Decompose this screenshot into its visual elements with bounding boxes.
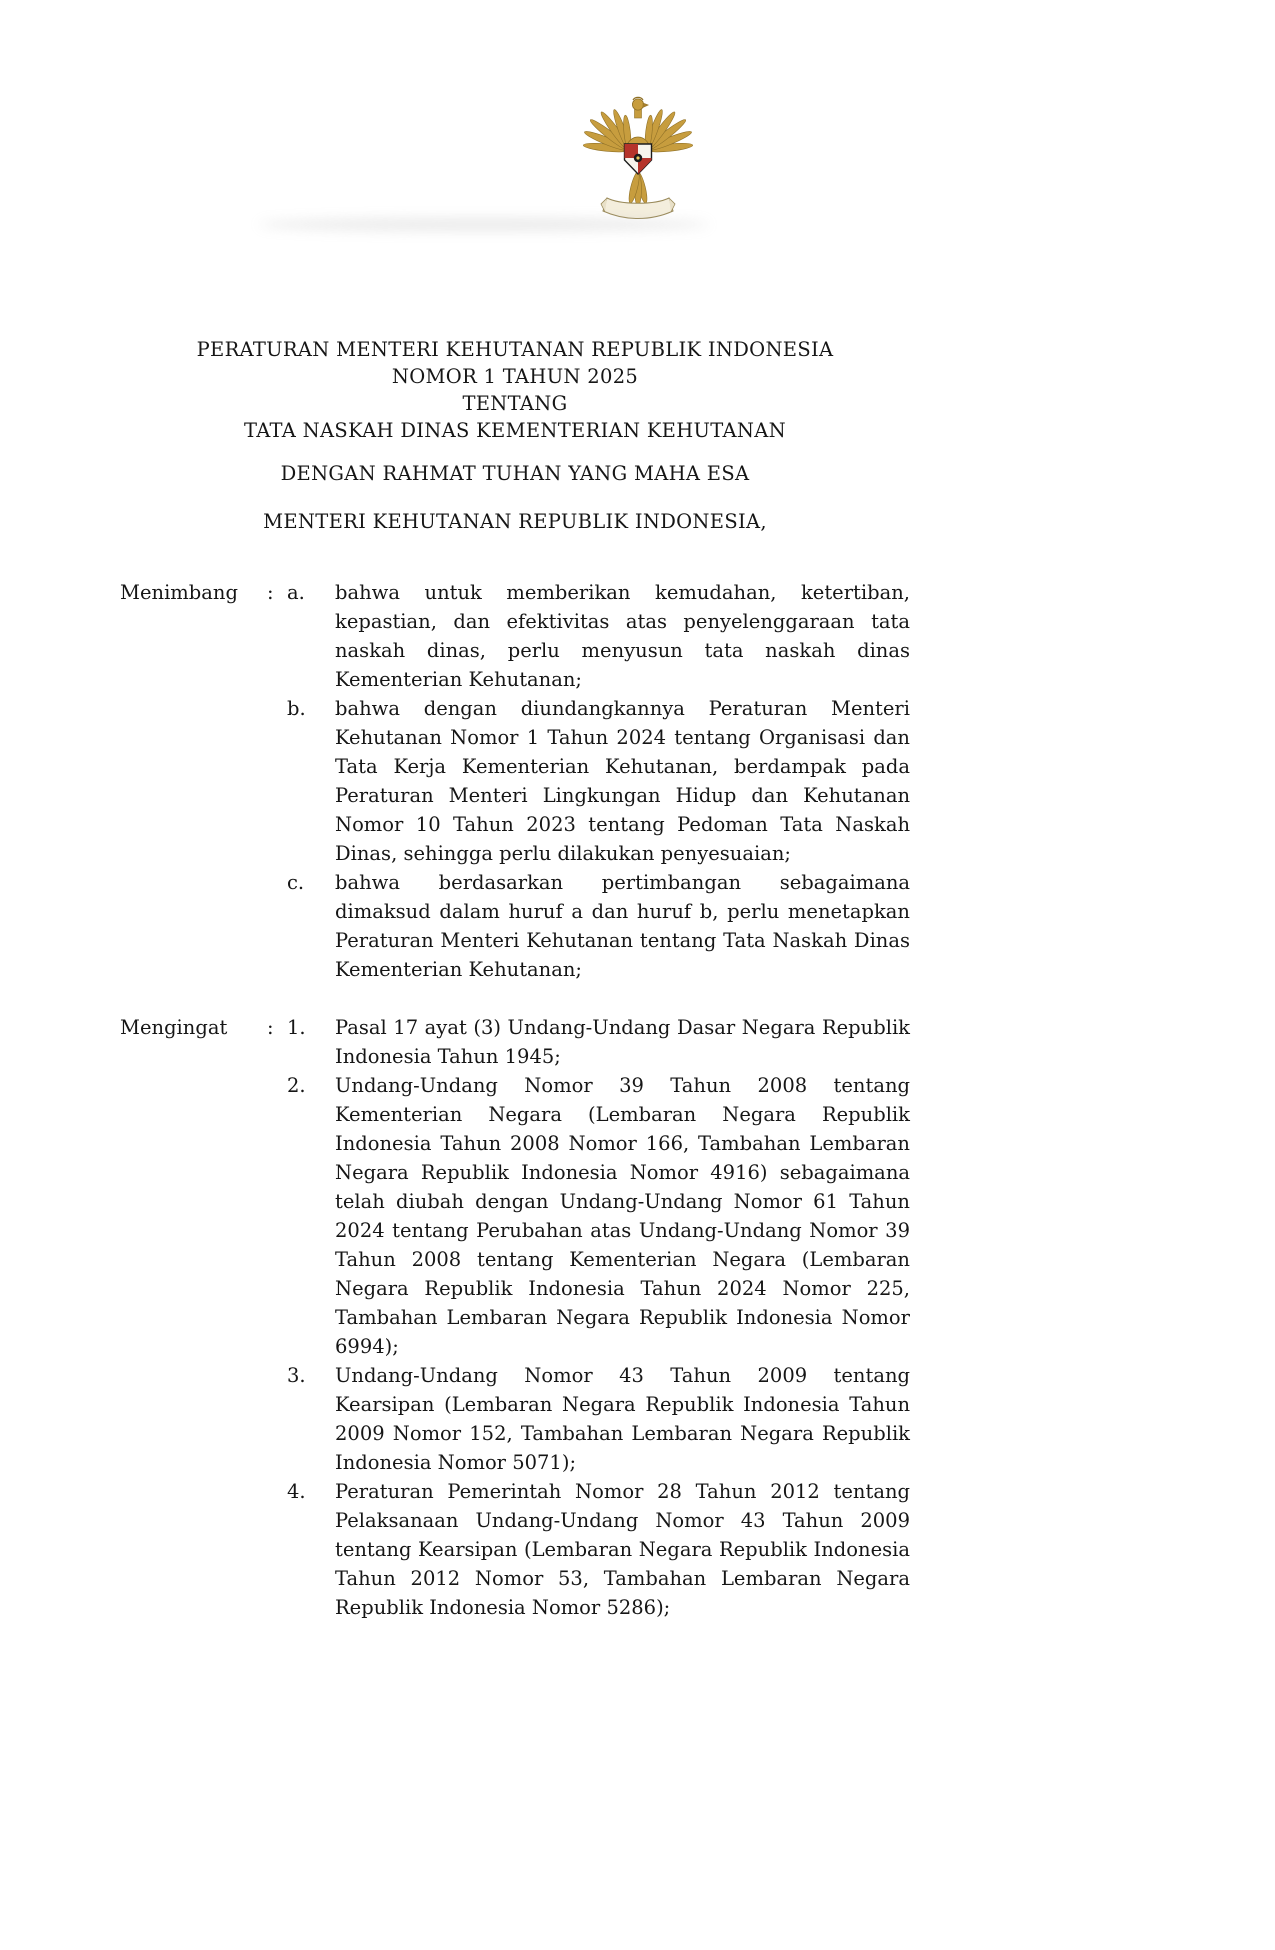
list-item-marker: 2.	[287, 1074, 306, 1097]
section-label: Mengingat	[120, 1016, 228, 1039]
garuda-icon	[579, 92, 697, 222]
list-item-marker: c.	[287, 871, 305, 894]
section-mengingat	[120, 1013, 910, 1622]
list-item-marker: 4.	[287, 1480, 306, 1503]
document-title-block	[120, 336, 910, 535]
section-colon	[267, 1361, 287, 1477]
section-menimbang	[120, 578, 910, 984]
list-item-text: Peraturan Pemerintah Nomor 28 Tahun 2012 tentang Pelaksanaan Undang-Undang Nomor 43 Tahun 2009 tentang Kearsipan (Lembaran Negara Republik Indonesia Tahun 2012 Nomor 53, Tambahan Lembaran Negara Republik Indonesia Nomor 5286);	[335, 1480, 910, 1619]
section-label	[120, 1477, 267, 1622]
title-line-1: PERATURAN MENTERI KEHUTANAN REPUBLIK INDONESIA	[196, 338, 834, 361]
section-colon	[267, 694, 287, 868]
title-line-4: TATA NASKAH DINAS KEMENTERIAN KEHUTANAN	[244, 419, 786, 442]
list-item-marker: 3.	[287, 1364, 306, 1387]
invocation-line: DENGAN RAHMAT TUHAN YANG MAHA ESA	[280, 462, 750, 485]
list-item-text: bahwa berdasarkan pertimbangan sebagaimana dimaksud dalam huruf a dan huruf b, perlu menetapkan Peraturan Menteri Kehutanan tentang Tata Naskah Dinas Kementerian Kehutanan;	[335, 871, 910, 981]
section-colon	[267, 1477, 287, 1622]
list-item-text: Undang-Undang Nomor 43 Tahun 2009 tentang Kearsipan (Lembaran Negara Republik Indonesia Tahun 2009 Nomor 152, Tambahan Lembaran Negara Republik Indonesia Nomor 5071);	[335, 1364, 910, 1474]
list-item-text: Pasal 17 ayat (3) Undang-Undang Dasar Negara Republik Indonesia Tahun 1945;	[335, 1016, 910, 1068]
section-label	[120, 1071, 267, 1361]
list-item-marker: b.	[287, 697, 306, 720]
garuda-pancasila-emblem	[0, 0, 1275, 222]
section-colon: :	[267, 1016, 274, 1039]
authority-line: MENTERI KEHUTANAN REPUBLIK INDONESIA,	[263, 510, 767, 533]
section-label	[120, 868, 267, 984]
list-item-text: Undang-Undang Nomor 39 Tahun 2008 tentang Kementerian Negara (Lembaran Negara Republik Indonesia Tahun 2008 Nomor 166, Tambahan Lembaran Negara Republik Indonesia Nomor 4916) sebagaimana telah diubah dengan Undang-Undang Nomor 61 Tahun 2024 tentang Perubahan atas Undang-Undang Nomor 39 Tahun 2008 tentang Kementerian Negara (Lembaran Negara Republik Indonesia Tahun 2024 Nomor 225, Tambahan Lembaran Negara Republik Indonesia Nomor 6994);	[335, 1074, 910, 1358]
title-line-2: NOMOR 1 TAHUN 2025	[391, 365, 639, 388]
list-item-text: bahwa dengan diundangkannya Peraturan Menteri Kehutanan Nomor 1 Tahun 2024 tentang Organisasi dan Tata Kerja Kementerian Kehutanan, berdampak pada Peraturan Menteri Lingkungan Hidup dan Kehutanan Nomor 10 Tahun 2023 tentang Pedoman Tata Naskah Dinas, sehingga perlu dilakukan penyesuaian;	[335, 697, 910, 865]
list-item-text: bahwa untuk memberikan kemudahan, ketertiban, kepastian, dan efektivitas atas penyelenggaraan tata naskah dinas, perlu menyusun tata naskah dinas Kementerian Kehutanan;	[335, 581, 910, 691]
section-label	[120, 1361, 267, 1477]
document-sections	[120, 578, 910, 1622]
title-line-3: TENTANG	[462, 392, 568, 415]
list-item-marker: a.	[287, 581, 305, 604]
document-content	[120, 336, 910, 1622]
section-colon: :	[267, 581, 274, 604]
section-colon	[267, 868, 287, 984]
section-label	[120, 694, 267, 868]
scan-smudge	[258, 218, 710, 231]
section-colon	[267, 1071, 287, 1361]
list-item-marker: 1.	[287, 1016, 306, 1039]
section-label: Menimbang	[120, 581, 238, 604]
